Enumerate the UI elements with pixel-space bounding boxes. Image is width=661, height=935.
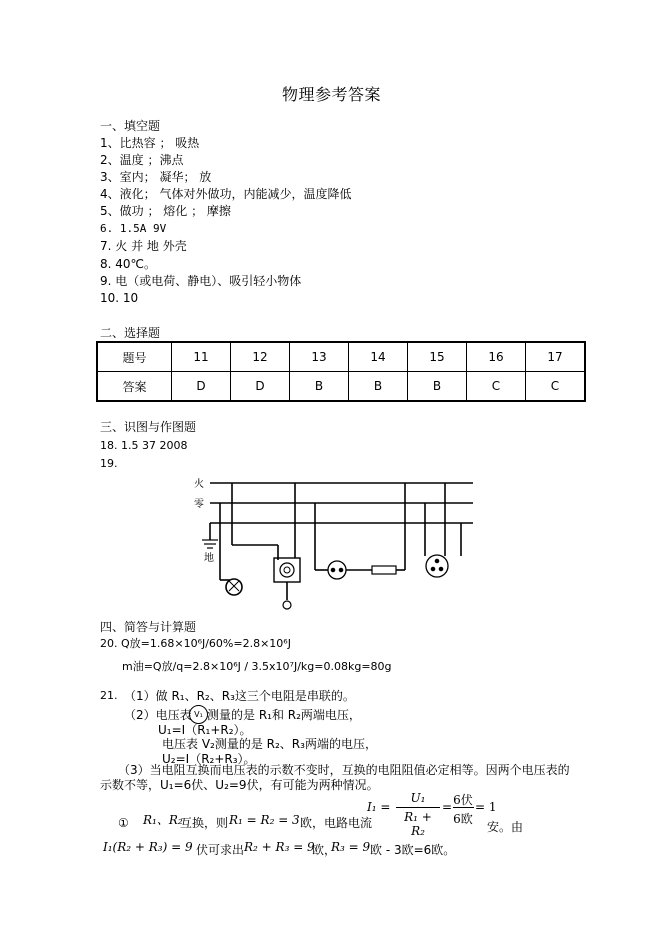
table-cell: D [172,372,231,402]
last-line-text-3: 欧 - 3欧=6欧。 [370,843,456,857]
q19-number: 19. [100,457,118,470]
table-cell: 17 [526,342,586,372]
formula-fraction-bar-2 [453,807,474,808]
table-cell: 11 [172,342,231,372]
q20-line-2: m油=Q放/q=2.8×10⁶J / 3.5x10⁷J/kg=0.08kg=80g [122,660,392,673]
q18-answer: 18. 1.5 37 2008 [100,439,188,452]
section1-line-5: 5、做功 ； 熔化 ； 摩擦 [100,204,231,218]
last-line-expr-2: R₂ + R₃ = 9 [244,840,315,854]
last-line-text-2: 欧， [312,843,337,857]
section1-line-3: 3、室内； 凝华； 放 [100,170,212,184]
q20-line-1: 20. Q放=1.68×10⁶J/60%=2.8×10⁶J [100,637,291,650]
table-cell: C [467,372,526,402]
table-header-answer: 答案 [97,372,172,402]
section1-line-2: 2、温度 ；沸点 [100,153,184,167]
table-cell: 16 [467,342,526,372]
last-line-expr-1: I₁(R₂ + R₃) = 9 [103,840,193,854]
fuse-icon [372,566,396,574]
case1-equation: R₁ = R₂ = 3 [229,813,300,827]
q21-part2-d: 电压表 V₂测量的是 R₂、R₃两端的电压， [162,737,377,751]
q21-part1: （1）做 R₁、R₂、R₃这三个电阻是串联的。 [124,689,355,703]
voltmeter-v1-icon: V₁ [189,705,208,724]
case1-resistors: R₁、R₂ [143,813,183,827]
q21-part3-a: （3）当电阻互换而电压表的示数不变时，互换的电阻阻值必定相等。因两个电压表的 [118,763,570,777]
table-cell: D [231,372,290,402]
section2-heading: 二、选择题 [100,326,161,340]
q21-part2-a: （2）电压表 [124,708,192,722]
formula-fraction-numerator: U₁ [410,791,426,805]
case1-marker: ① [118,816,129,830]
page-title: 物理参考答案 [282,85,382,104]
formula-fraction-numerator-2: 6伏 [453,793,473,807]
section1-heading: 一、填空题 [100,119,161,133]
table-row [97,372,585,402]
formula-fraction-denominator: R₁ + R₂ [404,810,432,838]
table-cell: 15 [408,342,467,372]
case1-amp-text: 安。由 [487,820,524,834]
formula-fraction-denominator-2: 6欧 [453,812,473,826]
section1-line-10: 10. 10 [100,291,139,305]
label-live: 火 [194,479,204,490]
table-cell: B [408,372,467,402]
last-line-expr-3: R₃ = 9 [331,840,371,854]
socket-three-hole-icon [426,555,448,577]
section1-line-9: 9. 电（或电荷、静电）、吸引轻小物体 [100,274,302,288]
section4-heading: 四、简答与计算题 [100,620,197,634]
section1-line-7: 7. 火 并 地 外壳 [100,239,187,253]
formula-equals: = [442,800,453,814]
q21-part3-b: 示数不等，U₁=6伏、U₂=9伏，有可能为两种情况。 [100,778,379,792]
label-neutral: 零 [194,499,204,510]
table-header-number: 题号 [97,342,172,372]
case1-swap-text: 互换，则 [180,816,229,830]
table-cell: 14 [349,342,408,372]
section3-heading: 三、识图与作图题 [100,420,197,434]
table-row [97,342,585,372]
table-cell: 12 [231,342,290,372]
q21-part2-c: U₁=I（R₁+R₂）。 [158,723,252,737]
circuit-diagram [180,470,480,620]
q21-number: 21. [100,689,118,702]
section1-line-1: 1、比热容 ； 吸热 [100,136,200,150]
pull-cord-icon [283,601,291,609]
bulb-icon [226,579,242,595]
answer-table [96,341,586,402]
section1-line-4: 4、液化； 气体对外做功，内能减少，温度降低 [100,187,352,201]
section1-line-6: 6. 1.5A 9V [100,222,167,235]
table-cell: 13 [290,342,349,372]
formula-current: I₁ = [367,800,391,814]
last-line-text-1: 伏可求出 [196,843,245,857]
table-cell: B [290,372,349,402]
formula-fraction-bar [396,807,440,808]
table-cell: B [349,372,408,402]
formula-result: = 1 [475,800,497,814]
table-cell: C [526,372,586,402]
section1-line-8: 8. 40℃。 [100,257,157,271]
q21-part2-b: 测量的是 R₁和 R₂两端电压， [207,708,361,722]
q21-part2-e: U₂=I（R₂+R₃）。 [162,752,256,766]
label-ground: 地 [204,553,214,564]
case1-ohm-text: 欧，电路电流 [300,816,373,830]
switch-box-icon [274,558,300,582]
